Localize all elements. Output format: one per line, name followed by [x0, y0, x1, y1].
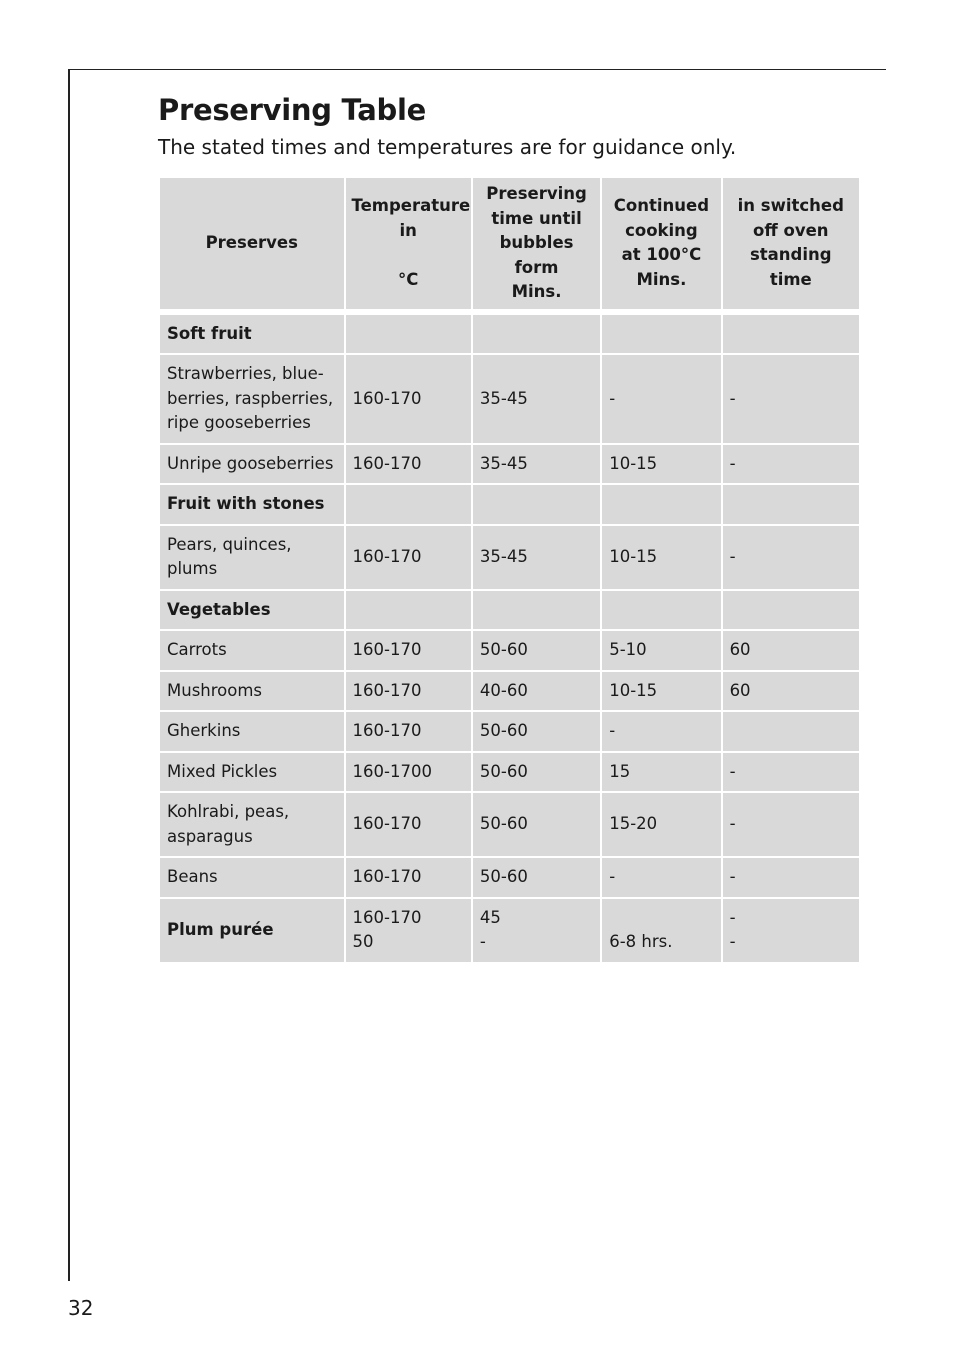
preserving-time-cell: 40-60 — [473, 672, 600, 711]
preserve-name-line: Strawberries, blue- — [167, 364, 324, 383]
header-standing-line: in switched — [737, 196, 844, 216]
continued-cooking-cell: 15 — [602, 753, 720, 792]
header-continued-line: cooking — [625, 220, 698, 240]
preserving-time-line: 45 — [479, 907, 501, 927]
table-row — [160, 672, 859, 711]
header-temperature-line: Temperature — [351, 196, 471, 216]
preserve-name — [160, 526, 344, 589]
empty-cell — [723, 315, 859, 354]
table-header-row — [160, 178, 859, 309]
standing-time-cell — [723, 899, 859, 962]
header-standing-line: off oven — [753, 220, 829, 240]
header-preserving-time — [473, 178, 600, 309]
preserving-time-line: - — [479, 932, 486, 951]
category-vegetables: Vegetables — [160, 591, 344, 630]
temperature-cell: 160-170 — [346, 355, 471, 443]
category-row — [160, 485, 859, 524]
preserve-name — [160, 793, 344, 856]
standing-time-cell: 60 — [723, 672, 859, 711]
preserving-time-cell: 50-60 — [473, 858, 600, 897]
empty-cell — [602, 315, 720, 354]
table-row — [160, 899, 859, 962]
table-row — [160, 793, 859, 856]
standing-time-cell: - — [723, 445, 859, 484]
header-temperature — [346, 178, 471, 309]
preserving-table — [158, 176, 861, 964]
preserving-time-cell: 35-45 — [473, 445, 600, 484]
empty-cell — [723, 485, 859, 524]
top-rule — [68, 69, 886, 70]
category-soft-fruit: Soft fruit — [160, 315, 344, 354]
continued-cooking-cell: 5-10 — [602, 631, 720, 670]
continued-cooking-cell: - — [602, 858, 720, 897]
preserving-time-cell: 50-60 — [473, 753, 600, 792]
category-fruit-with-stones: Fruit with stones — [160, 485, 344, 524]
empty-cell — [723, 591, 859, 630]
preserve-name-line: ripe gooseberries — [167, 413, 311, 432]
empty-cell — [346, 315, 471, 354]
table-row — [160, 712, 859, 751]
empty-cell — [602, 485, 720, 524]
temperature-cell: 160-170 — [346, 526, 471, 589]
preserve-name: Gherkins — [160, 712, 344, 751]
header-temperature-line: in — [399, 220, 417, 240]
table-row — [160, 355, 859, 443]
preserving-time-cell — [473, 899, 600, 962]
preserve-name-line: asparagus — [167, 826, 253, 846]
temperature-cell: 160-170 — [346, 672, 471, 711]
preserve-name-line: plums — [167, 559, 218, 578]
standing-time-cell: - — [723, 858, 859, 897]
preserve-name-line: Kohlrabi, peas, — [167, 802, 290, 821]
header-continued-line: Continued — [613, 196, 710, 216]
temperature-cell: 160-170 — [346, 445, 471, 484]
table-row — [160, 445, 859, 484]
header-preserving-line: time until — [491, 208, 582, 228]
header-preserves: Preserves — [160, 178, 344, 309]
header-preserving-line: Preserving — [486, 184, 587, 203]
page-title: Preserving Table — [158, 93, 426, 127]
standing-time-cell — [723, 712, 859, 751]
empty-cell — [346, 591, 471, 630]
category-row — [160, 315, 859, 354]
preserve-name: Carrots — [160, 631, 344, 670]
temperature-cell: 160-170 — [346, 858, 471, 897]
header-temperature-spacer — [352, 243, 465, 268]
preserve-name-line: Pears, quinces, — [167, 534, 292, 554]
standing-time-cell: - — [723, 355, 859, 443]
continued-cooking-cell: 15-20 — [602, 793, 720, 856]
gap-cell — [160, 311, 859, 313]
temperature-line: 50 — [352, 932, 374, 951]
header-standing-line: standing time — [749, 245, 832, 289]
temperature-cell: 160-170 — [346, 631, 471, 670]
temperature-cell: 160-170 — [346, 793, 471, 856]
table-row — [160, 631, 859, 670]
standing-time-cell: - — [723, 793, 859, 856]
temperature-line: 160-170 — [352, 907, 422, 927]
empty-cell — [473, 591, 600, 630]
temperature-cell — [346, 899, 471, 962]
preserving-time-cell: 50-60 — [473, 712, 600, 751]
preserving-time-cell: 35-45 — [473, 355, 600, 443]
page-subtitle: The stated times and temperatures are for guidance only. — [158, 135, 737, 159]
empty-cell — [473, 315, 600, 354]
header-continued-line: at 100°C — [621, 245, 702, 265]
header-gap — [160, 311, 859, 313]
empty-cell — [473, 485, 600, 524]
header-continued-cooking — [602, 178, 720, 309]
preserve-name: Mushrooms — [160, 672, 344, 711]
header-standing-time — [723, 178, 859, 309]
preserve-name: Unripe gooseberries — [160, 445, 344, 484]
preserve-name: Mixed Pickles — [160, 753, 344, 792]
preserving-time-cell: 50-60 — [473, 631, 600, 670]
continued-cooking-cell: 10-15 — [602, 445, 720, 484]
preserve-name-plum-puree: Plum purée — [160, 899, 344, 962]
preserve-name: Beans — [160, 858, 344, 897]
category-row — [160, 591, 859, 630]
standing-time-cell: 60 — [723, 631, 859, 670]
header-preserving-line: bubbles form — [499, 233, 574, 277]
standing-time-line: - — [729, 932, 736, 951]
page-number: 32 — [68, 1296, 94, 1320]
empty-cell — [346, 485, 471, 524]
continued-cooking-cell: 10-15 — [602, 672, 720, 711]
header-temperature-unit: °C — [398, 269, 419, 289]
empty-cell — [602, 591, 720, 630]
continued-cooking-cell: - — [602, 355, 720, 443]
table-row — [160, 858, 859, 897]
continued-cooking-cell: 10-15 — [602, 526, 720, 589]
preserving-time-cell: 35-45 — [473, 526, 600, 589]
preserve-name-line: berries, raspberries, — [167, 388, 334, 408]
temperature-cell: 160-1700 — [346, 753, 471, 792]
continued-cooking-cell: 6-8 hrs. — [602, 899, 720, 962]
standing-time-cell: - — [723, 526, 859, 589]
header-continued-line: Mins. — [636, 269, 687, 289]
temperature-cell: 160-170 — [346, 712, 471, 751]
continued-cooking-cell: - — [602, 712, 720, 751]
standing-time-line: - — [729, 907, 736, 927]
header-preserving-line: Mins. — [511, 282, 562, 301]
table-row — [160, 526, 859, 589]
preserve-name — [160, 355, 344, 443]
standing-time-cell: - — [723, 753, 859, 792]
left-margin-rule — [68, 69, 70, 1281]
table-row — [160, 753, 859, 792]
preserving-time-cell: 50-60 — [473, 793, 600, 856]
